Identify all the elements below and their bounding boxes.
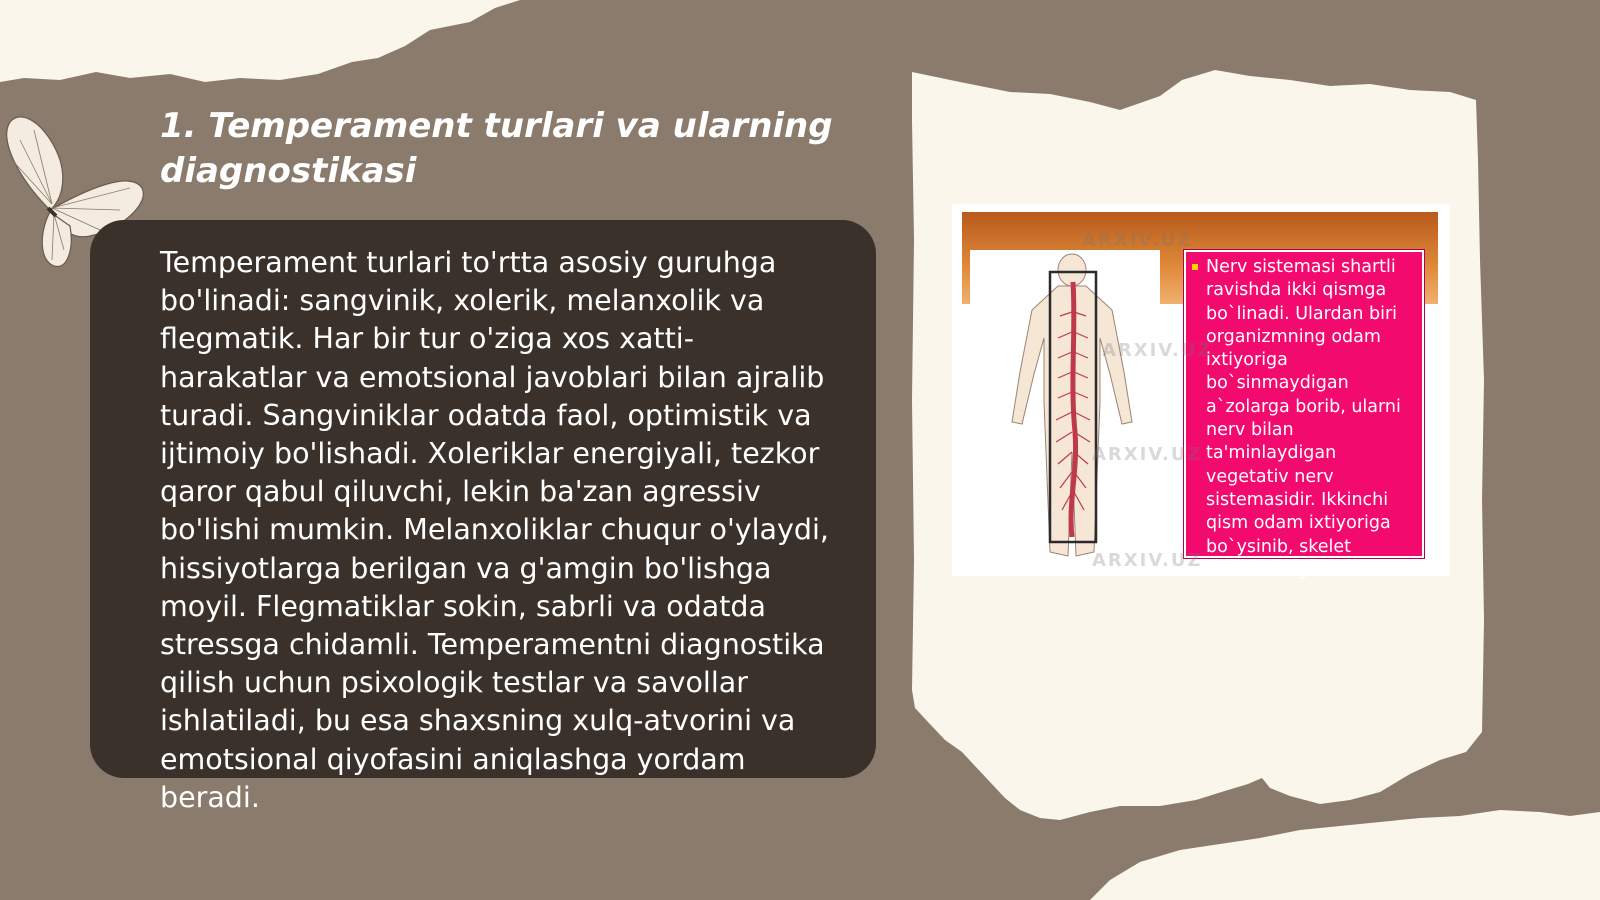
human-body-illustration [972, 252, 1172, 562]
slide-body-text: Temperament turlari to'rtta asosiy guruhga bo'linadi: sangvinik, xolerik, melanxolik va flegmatik. Har bir tur o'ziga xos xatti-harakatlar va emotsional javoblari bilan ajralib turadi. Sangviniklar odatda faol, optimistik va ijtimoiy bo'lishadi. Xoleriklar energiyali, tezkor qaror qabul qiluvchi, lekin ba'zan agressiv bo'lishi mumkin. Melanxoliklar chuqur o'ylaydi, hissiyotlarga berilgan va g'amgin bo'lishga moyil. Flegmatiklar sokin, sabrli va odatda stressga chidamli. Temperamentni diagnostika qilish uchun psixologik testlar va savollar ishlatiladi, bu esa shaxsning xulq-atvorini va emotsional qiyofasini aniqlashga yordam beradi. [160, 246, 829, 814]
top-left-paper-strip [0, 0, 520, 82]
bullet-marker [1192, 264, 1198, 270]
figure-caption-box [1184, 250, 1424, 580]
watermark: ARXIV.UZ [1102, 340, 1213, 361]
figure-caption-text: Nerv sistemasi shartli ravishda ikki qismga bo`linadi. Ulardan biri organizmning odam ixtiyoriga bo`sinmaydigan a`zolarga borib, ularni nerv bilan ta'minlaydigan vegetativ nerv sistemasidir. Ikkinchi qism odam ixtiyoriga bo`ysinib, skelet muskullariga va [1206, 257, 1401, 580]
watermark: ARXIV.UZ [1092, 550, 1203, 571]
watermark: ARXIV.UZ [1082, 230, 1193, 251]
slide-title: 1. Temperament turlari va ularning diagnostikasi [160, 106, 833, 191]
bottom-right-paper-strip [1090, 810, 1600, 900]
nervous-system-figure [952, 204, 1450, 580]
watermark: ARXIV.UZ [1092, 444, 1203, 465]
